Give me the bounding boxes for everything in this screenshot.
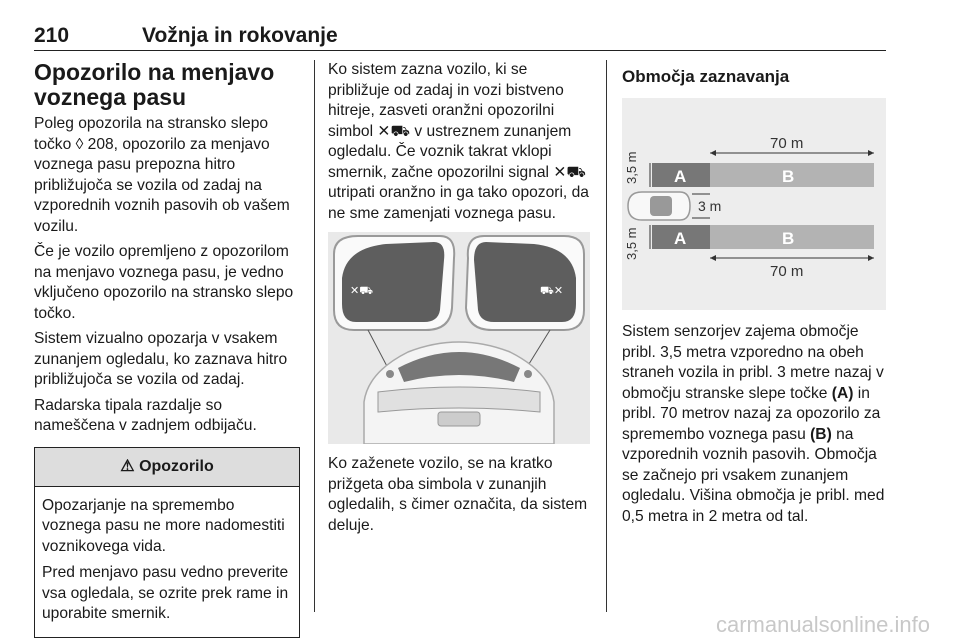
paragraph: Sistem vizualno opozarja v vsakem zunanjem ogledalu, ko zaznava hitro približujoča se vozila od zadaj. bbox=[34, 330, 288, 388]
warning-body bbox=[35, 487, 299, 637]
zone-b-label: B bbox=[782, 167, 795, 186]
section-heading: Opozorilo na menjavo voznega pasu bbox=[34, 59, 275, 110]
paragraph: Radarska tipala razdalje so nameščena v zadnjem odbijaču. bbox=[34, 396, 257, 434]
right-mirror bbox=[466, 236, 584, 330]
blind-spot-symbol-icon: ✕⛟ bbox=[350, 284, 374, 297]
paragraph: Poleg opozorila na stransko slepo točko ◊ 208, opozorilo za menjavo voznega pasu prepozna hitro približujoča se vozila od zadaj na vzporednih voznih pasovih ob vašem vozilu. bbox=[34, 115, 290, 235]
warning-paragraph: Pred menjavo pasu vedno preverite vsa ogledala, se ozrite prek rame in uporabite smernik. bbox=[42, 564, 289, 622]
section-heading: Območja zaznavanja bbox=[622, 67, 790, 86]
mirror-illustration bbox=[328, 232, 590, 444]
column-middle bbox=[328, 60, 590, 541]
zone-b-label: B bbox=[782, 229, 795, 248]
page-number: 210 bbox=[34, 24, 70, 47]
watermark: carmanualsonline.info bbox=[715, 612, 930, 637]
zone-a-label: A bbox=[674, 167, 687, 186]
dimension-label-70m: 70 m bbox=[770, 263, 804, 280]
dimension-label-3m: 3 m bbox=[698, 198, 722, 214]
warning-title-bar bbox=[35, 448, 299, 487]
blind-spot-symbol-icon: ⛟✕ bbox=[540, 284, 564, 297]
paragraph: Sistem senzorjev zajema območje pribl. 3,5 metra vzporedno na obeh straneh vozila in pribl. 3 metre nazaj v območju stranske slepe točke (A) in pribl. 70 metrov nazaj za opozorilo za spremembo voznega pasu (B) na vzporednih voznih pasovih. Območja se začnejo pri vsakem zunanjem ogledalu. Višina območja je pribl. med 0,5 metra in 2 metra od tal. bbox=[622, 323, 885, 525]
dimension-label-70m: 70 m bbox=[770, 135, 804, 152]
paragraph: Ko zaženete vozilo, se na kratko prižgeta oba simbola v zunanjih ogledalih, s čimer označita, da sistem deluje. bbox=[328, 455, 588, 534]
column-divider bbox=[606, 60, 607, 612]
warning-title: Opozorilo bbox=[139, 457, 214, 475]
warning-paragraph: Opozarjanje na spremembo voznega pasu ne more nadomestiti voznikovega vida. bbox=[42, 496, 285, 555]
paragraph: Če je vozilo opremljeno z opozorilom na menjavo voznega pasu, je vedno vključeno opozorilo na stransko slepo točko. bbox=[34, 243, 294, 322]
dimension-label-3-5m: 3,5 m bbox=[624, 151, 639, 184]
zone-a-label: A bbox=[674, 229, 687, 248]
chapter-title: Vožnja in rokovanje bbox=[142, 24, 338, 47]
page-header bbox=[34, 24, 886, 51]
car-top-view bbox=[628, 192, 690, 220]
detection-zones-diagram bbox=[622, 98, 886, 310]
column-left bbox=[34, 60, 302, 638]
column-right bbox=[622, 60, 888, 532]
warning-triangle-icon: ⚠ bbox=[120, 457, 135, 475]
paragraph: Ko sistem zazna vozilo, ki se približuje od zadaj in vozi bistveno hitreje, zasveti oranžni opozorilni simbol ✕⛟ v ustreznem zunanjem ogledalu. Če voznik takrat vklopi smernik, začne opozorilni signal ✕⛟ utripati oranžno in ga tako opozori, da ne sme zamenjati voznega pasu. bbox=[328, 61, 589, 222]
warning-box bbox=[34, 447, 300, 638]
column-divider bbox=[314, 60, 315, 612]
left-mirror bbox=[334, 236, 454, 330]
dimension-label-3-5m: 3,5 m bbox=[624, 227, 639, 260]
